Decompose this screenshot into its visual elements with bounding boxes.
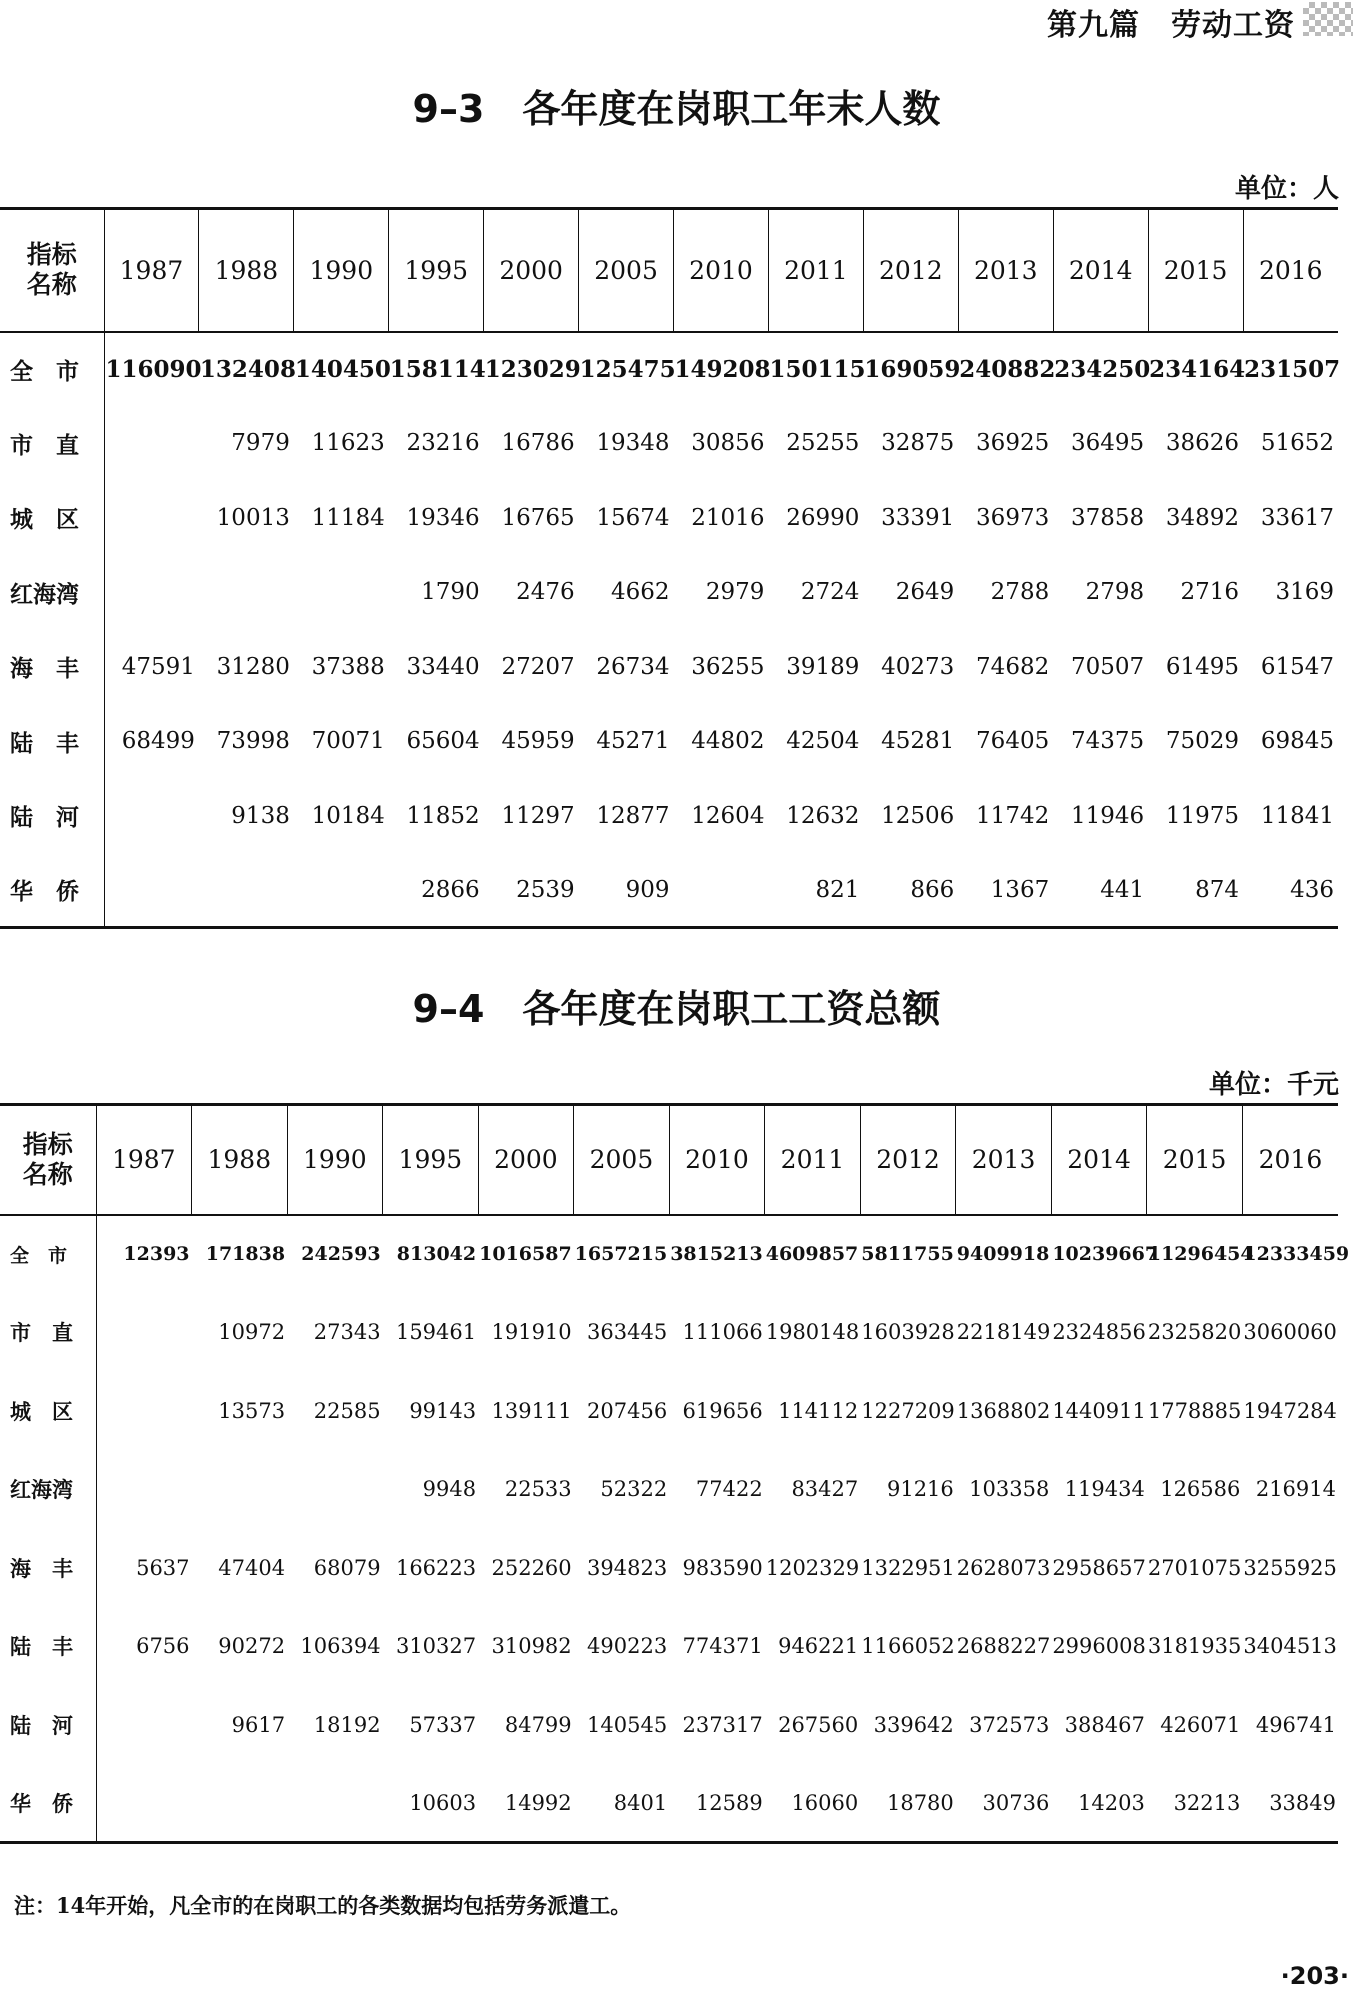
table-cell: 158114 [389,355,486,383]
row-label: 陆 河 [0,779,104,854]
table-cell: 25255 [786,430,860,457]
table-cell [104,481,199,556]
table-cell [96,1372,192,1451]
table-cell: 5811755 [861,1243,954,1266]
table-cell: 2325820 [1147,1320,1242,1345]
table-cell: 1227209 [861,1398,955,1423]
table-cell: 149208 [674,355,771,383]
year-header: 1990 [294,209,389,332]
table-cell: 1790 [421,579,480,606]
table-cell: 231507 [1244,355,1341,383]
table-cell: 2958657 [1052,1555,1146,1580]
row-label: 红海湾 [0,1450,96,1529]
year-header: 2010 [674,209,769,332]
chapter-header: 第九篇 劳动工资 [1047,8,1295,43]
table-cell: 9409918 [956,1243,1050,1266]
table-row [0,1215,1338,1294]
table-cell: 496741 [1255,1712,1336,1737]
table-cell: 10239667 [1052,1243,1159,1266]
table-cell: 191910 [491,1320,572,1345]
table-cell: 26734 [596,653,670,680]
corner-line-2: 名称 [22,1159,73,1189]
year-header: 2005 [574,1105,670,1215]
row-label: 海 丰 [0,630,104,705]
table-cell: 3404513 [1243,1634,1337,1659]
table-cell: 76405 [976,728,1050,755]
table-cell [96,1450,192,1529]
table-cell: 10603 [409,1790,477,1815]
table-cell: 242593 [301,1243,381,1266]
table-cell: 57337 [409,1712,477,1737]
table-cell: 33440 [406,653,480,680]
page-number: ·203· [1280,1962,1349,1990]
year-header: 2013 [958,209,1053,332]
table-cell: 12393 [123,1243,190,1266]
table-cell: 36973 [976,504,1050,531]
table-cell: 45271 [596,728,670,755]
table-cell: 74682 [976,653,1050,680]
table-cell: 12333459 [1243,1243,1350,1266]
table-cell: 47591 [121,653,195,680]
table-cell: 159461 [395,1320,477,1345]
table-cell: 8401 [613,1790,668,1815]
table-cell: 14203 [1078,1790,1145,1815]
table-cell: 240882 [959,355,1056,383]
year-header: 2014 [1051,1105,1147,1215]
table-cell: 61495 [1165,653,1240,680]
table2-title: 9–4 各年度在岗职工工资总额 [412,987,941,1031]
table-cell: 3815213 [670,1243,763,1266]
table-cell: 132408 [199,355,296,383]
table-cell [199,555,294,630]
table-cell: 234250 [1054,355,1151,383]
table-cell: 116090 [105,355,202,383]
table-cell: 339642 [873,1712,954,1737]
table-cell: 34892 [1165,504,1240,531]
table-cell: 12589 [695,1790,763,1815]
year-header: 1990 [287,1105,383,1215]
table-cell: 51652 [1260,430,1334,457]
table-cell: 36925 [976,430,1050,457]
table-cell: 22533 [504,1477,572,1502]
table-cell: 1322951 [861,1555,955,1580]
table-cell: 9617 [231,1712,286,1737]
table-row [0,779,1338,854]
table-cell: 13573 [218,1398,286,1423]
table-cell: 1603928 [861,1320,955,1345]
row-label: 陆 丰 [0,704,104,779]
table-row [0,406,1338,481]
table-row [0,1529,1338,1608]
table-row [0,1293,1338,1372]
table-cell: 9138 [231,802,290,829]
header-pattern-decoration [1303,2,1353,36]
table-row [0,1686,1338,1765]
table-cell: 490223 [587,1634,668,1659]
table-cell: 44802 [691,728,765,755]
table-row [0,1607,1338,1686]
table-cell: 14992 [504,1790,572,1815]
table-cell: 30736 [982,1790,1050,1815]
table-cell: 2866 [421,876,480,903]
year-header: 1995 [389,209,484,332]
table-cell: 2539 [516,876,575,903]
table-cell: 169059 [864,355,961,383]
row-label: 市 直 [0,1293,96,1372]
table-cell [104,406,199,481]
table-cell: 2979 [705,579,765,606]
table-cell: 10184 [311,802,385,829]
table-cell: 73998 [216,728,290,755]
table-cell: 2996008 [1052,1634,1146,1659]
year-header: 2011 [768,209,863,332]
table-cell: 16060 [791,1790,859,1815]
table-cell: 11841 [1260,802,1334,829]
table-cell: 11742 [976,802,1050,829]
table-cell: 91216 [886,1477,954,1502]
table-cell: 68499 [121,728,195,755]
table-cell: 436 [1290,876,1334,903]
row-label: 城 区 [0,1372,96,1451]
year-header: 2013 [956,1105,1052,1215]
table-cell: 70071 [311,728,385,755]
table-cell: 103358 [969,1477,1050,1502]
table-cell: 26990 [786,504,860,531]
table-cell: 267560 [778,1712,859,1737]
table-cell: 909 [625,876,670,903]
table-cell: 74375 [1070,728,1145,755]
table-cell: 12877 [596,802,670,829]
table-cell: 33617 [1260,504,1334,531]
table-row [0,704,1338,779]
table-cell: 45959 [501,728,575,755]
footnote: 注：14年开始，凡全市的在岗职工的各类数据均包括劳务派遣工。 [14,1893,632,1918]
table-cell: 2649 [895,579,955,606]
table-cell: 68079 [313,1555,381,1580]
table-employee-count [0,207,1341,929]
table-cell: 1367 [990,876,1050,903]
table-cell: 11184 [311,504,385,531]
table-cell: 11852 [406,802,480,829]
table-cell: 40273 [881,653,955,680]
table-cell: 1202329 [765,1555,860,1580]
table-cell: 99143 [409,1398,477,1423]
table-cell: 11946 [1070,802,1145,829]
table-cell: 70507 [1070,653,1145,680]
table-row [0,1372,1338,1451]
table-cell: 27207 [501,653,575,680]
table-wage-total [0,1103,1350,1844]
table-cell [294,853,389,928]
table-cell: 77422 [695,1477,763,1502]
table-cell: 9948 [422,1477,477,1502]
table-cell: 1657215 [574,1243,668,1266]
table-cell: 114112 [778,1398,859,1423]
table1-unit: 单位：人 [1234,174,1339,204]
year-header: 2015 [1147,1105,1243,1215]
table-cell [674,853,769,928]
table-cell: 1368802 [956,1398,1051,1423]
table-cell: 166223 [395,1555,477,1580]
table-cell: 1440911 [1052,1398,1146,1423]
table-cell: 119434 [1064,1477,1145,1502]
table-cell: 983590 [682,1555,763,1580]
year-header: 2014 [1053,209,1148,332]
table-cell: 150115 [769,355,866,383]
table-cell: 2701075 [1147,1555,1242,1580]
table-cell: 27343 [313,1320,381,1345]
table-cell: 19346 [406,504,480,531]
table-cell: 821 [815,876,860,903]
table-cell: 33391 [881,504,955,531]
row-label: 陆 河 [0,1686,96,1765]
row-label: 华 侨 [0,853,104,928]
year-header: 1988 [192,1105,288,1215]
table-cell: 6756 [136,1634,190,1659]
table-cell: 4609857 [765,1243,859,1266]
table-cell: 7979 [231,430,290,457]
table-row [0,332,1338,407]
table-cell: 12632 [786,802,860,829]
table-cell: 866 [910,876,955,903]
table-cell: 11297 [501,802,575,829]
table-cell [287,1450,383,1529]
table-cell [199,853,294,928]
table-cell: 32875 [881,430,955,457]
table-cell: 619656 [682,1398,763,1423]
table-cell: 16786 [501,430,575,457]
table-cell: 18192 [313,1712,381,1737]
row-label: 城 区 [0,481,104,556]
table-cell [104,853,199,928]
table-cell: 90272 [218,1634,286,1659]
year-header: 2005 [579,209,674,332]
table-cell: 2716 [1180,579,1240,606]
table-cell: 3181935 [1147,1634,1242,1659]
table-cell: 1778885 [1147,1398,1242,1423]
table-cell [96,1764,192,1843]
table-cell: 126586 [1160,1477,1241,1502]
table-cell: 22585 [313,1398,381,1423]
table-cell: 69845 [1260,728,1334,755]
table-cell: 11296454 [1147,1243,1254,1266]
table-cell: 237317 [682,1712,763,1737]
table-cell: 31280 [216,653,290,680]
table-row [0,555,1338,630]
table-cell: 310982 [491,1634,572,1659]
year-header: 2011 [765,1105,861,1215]
row-label: 陆 丰 [0,1607,96,1686]
table-cell: 2798 [1085,579,1145,606]
table-cell: 171838 [205,1243,286,1266]
table-cell: 10972 [218,1320,286,1345]
table-cell: 2628073 [956,1555,1051,1580]
table-cell: 84799 [504,1712,572,1737]
row-label: 海 丰 [0,1529,96,1608]
table-cell: 252260 [491,1555,572,1580]
year-header: 2000 [478,1105,574,1215]
table-cell: 15674 [596,504,670,531]
table-cell: 207456 [587,1398,668,1423]
table-cell: 45281 [881,728,955,755]
year-header: 1988 [199,209,294,332]
table-cell: 1016587 [479,1243,572,1266]
table-row [0,1764,1338,1843]
table-cell: 1947284 [1243,1398,1337,1423]
table-cell: 363445 [587,1320,668,1345]
table-cell: 123029 [484,355,581,383]
table-cell: 18780 [886,1790,954,1815]
table-row [0,481,1338,556]
table-cell: 874 [1195,876,1240,903]
table-cell: 11975 [1165,802,1240,829]
table-cell: 388467 [1064,1712,1145,1737]
year-header: 2015 [1148,209,1243,332]
table-cell: 4662 [610,579,670,606]
table-cell: 3255925 [1243,1555,1337,1580]
table-cell: 36255 [691,653,765,680]
table-cell: 1166052 [861,1634,955,1659]
table2-unit: 单位：千元 [1208,1070,1339,1100]
year-header: 2012 [860,1105,956,1215]
table-cell: 12604 [691,802,765,829]
table-cell: 234164 [1149,355,1246,383]
corner-header [0,209,104,332]
table-cell: 36495 [1070,430,1145,457]
table-cell: 38626 [1165,430,1240,457]
table-cell: 2218149 [956,1320,1051,1345]
table-header-row [0,209,1338,332]
table-cell: 10013 [216,504,290,531]
table-cell: 32213 [1173,1790,1241,1815]
table-cell: 1980148 [765,1320,860,1345]
table-cell [294,555,389,630]
year-header: 1987 [104,209,199,332]
table-cell: 310327 [395,1634,477,1659]
table-cell: 42504 [786,728,860,755]
table-cell: 33849 [1269,1790,1336,1815]
table-cell: 394823 [587,1555,668,1580]
table-cell: 61547 [1260,653,1334,680]
table-cell: 16765 [501,504,575,531]
year-header: 2012 [863,209,958,332]
table-cell: 125475 [579,355,676,383]
corner-line-2: 名称 [26,270,77,300]
table-cell: 30856 [691,430,765,457]
table-cell: 23216 [406,430,480,457]
table-cell: 5637 [136,1555,190,1580]
table-cell: 37388 [311,653,385,680]
table-cell: 52322 [600,1477,668,1502]
table-cell: 139111 [491,1398,572,1423]
table-row [0,630,1338,705]
table-cell: 75029 [1165,728,1240,755]
table-cell: 3169 [1275,579,1334,606]
table-cell: 2324856 [1052,1320,1146,1345]
table1-title: 9–3 各年度在岗职工年末人数 [412,87,941,131]
table-cell [96,1293,192,1372]
table-cell: 65604 [406,728,480,755]
table-cell: 11623 [311,430,385,457]
table-cell: 37858 [1070,504,1145,531]
corner-header [0,1105,96,1215]
corner-line-1: 指标 [26,240,77,270]
corner-line-1: 指标 [22,1129,73,1159]
table-header-row [0,1105,1338,1215]
table-cell: 83427 [791,1477,859,1502]
table-cell: 2788 [990,579,1050,606]
table-cell: 2476 [516,579,575,606]
table-cell: 813042 [396,1243,477,1266]
table-cell: 140545 [587,1712,668,1737]
table-cell [104,779,199,854]
table-cell: 216914 [1255,1477,1336,1502]
year-header: 2010 [669,1105,765,1215]
year-header: 2016 [1243,209,1338,332]
table-cell: 111066 [682,1320,763,1345]
table-cell [104,555,199,630]
table-cell: 140450 [294,355,391,383]
row-label: 市 直 [0,406,104,481]
year-header: 2016 [1242,1105,1338,1215]
table-cell: 21016 [691,504,765,531]
table-cell: 372573 [969,1712,1050,1737]
row-label: 全 市 [0,1215,96,1294]
table-cell: 2724 [800,579,860,606]
table-cell: 106394 [300,1634,381,1659]
year-header: 2000 [484,209,579,332]
table-cell: 3060060 [1243,1320,1337,1345]
table-cell: 19348 [596,430,670,457]
year-header: 1995 [383,1105,479,1215]
table-row [0,1450,1338,1529]
row-label: 红海湾 [0,555,104,630]
row-label: 华 侨 [0,1764,96,1843]
table-cell: 2688227 [956,1634,1051,1659]
table-cell [96,1686,192,1765]
table-row [0,853,1338,928]
table-cell: 47404 [218,1555,286,1580]
table-cell [192,1764,288,1843]
table-cell: 12506 [881,802,955,829]
table-cell: 426071 [1160,1712,1241,1737]
year-header: 1987 [96,1105,192,1215]
table-cell: 39189 [786,653,860,680]
table-cell: 774371 [682,1634,763,1659]
table-cell: 946221 [778,1634,859,1659]
table-cell [287,1764,383,1843]
table-cell: 441 [1100,876,1145,903]
row-label: 全 市 [0,332,104,407]
table-cell [192,1450,288,1529]
